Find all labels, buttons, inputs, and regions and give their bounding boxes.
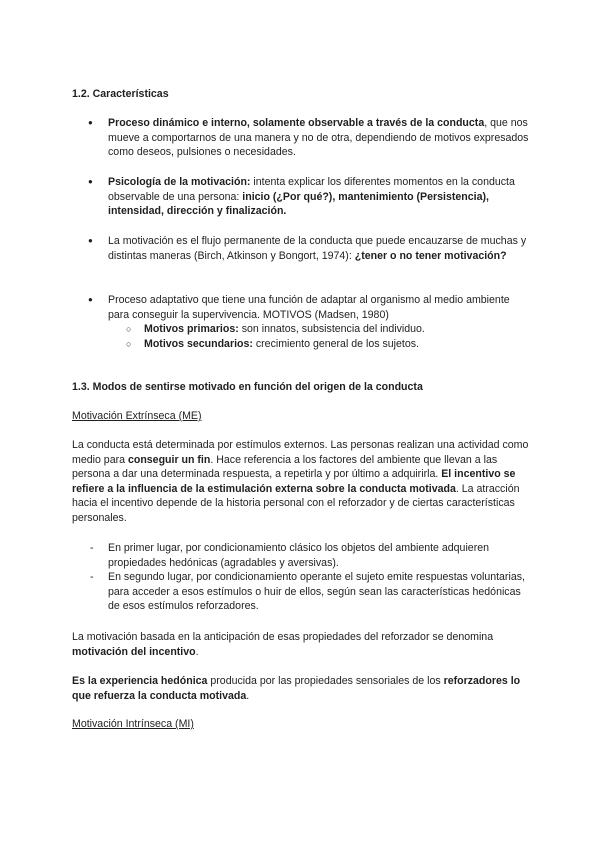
text-span: crecimiento general de los sujetos. bbox=[252, 338, 419, 350]
text-span: , que nos mueve a comportarnos de una manera y no de otra, dependiendo de motivos expresados como deseos, pulsiones o necesidades. bbox=[108, 117, 529, 159]
bold-span: ¿tener o no tener motivación? bbox=[354, 249, 507, 262]
bold-span: reforzadores lo que refuerza la conducta motivada bbox=[72, 675, 521, 702]
bold-span: Psicología de la motivación: bbox=[108, 176, 251, 188]
text-span: son innatos, subsistencia del individuo. bbox=[238, 323, 425, 335]
paragraph-me bbox=[72, 438, 530, 526]
bullet-psicologia bbox=[108, 175, 530, 219]
text-span: La conducta está determinada por estímulos externos. Las personas realizan una actividad como medio para bbox=[72, 439, 529, 466]
bold-span: Motivos secundarios: bbox=[144, 338, 253, 350]
text-span: La motivación basada en la anticipación de esas propiedades del reforzador se denomina bbox=[72, 631, 494, 643]
bullet-flujo bbox=[108, 234, 530, 263]
section-heading-1-2: 1.2. Características bbox=[72, 88, 169, 100]
paragraph-hedonica bbox=[72, 674, 530, 703]
sub-bullet-primarios bbox=[144, 322, 530, 337]
text-span: intenta explicar los diferentes momentos en la conducta observable de una persona: bbox=[108, 176, 515, 203]
text-span: . bbox=[195, 645, 199, 658]
bullet-adaptativo bbox=[108, 293, 530, 322]
text-span: . La atracción hacia el incentivo depende de la historia personal con el reforzador y de ciertas características personales. bbox=[72, 482, 520, 524]
text-span: . bbox=[246, 689, 250, 702]
text-span: . Hace referencia a los factores del ambiente que llevan a las persona a dar una determinada respuesta, a repetirla y por último a adquirirla. bbox=[72, 453, 498, 481]
bold-span: Es la experiencia hedónica bbox=[72, 675, 208, 687]
bold-span: conseguir un fin bbox=[127, 453, 211, 466]
subheading-me: Motivación Extrínseca (ME) bbox=[72, 410, 202, 422]
bullet-proceso-dinamico bbox=[108, 116, 530, 160]
dash-item-operante: - En segundo lugar, por condicionamiento operante el sujeto emite respuestas voluntarias, para acceder a esos estímulos o huir de ellos, según sean las características hedónicas de esos estímulos reforzadores. bbox=[108, 570, 530, 614]
bold-span: inicio (¿Por qué?), mantenimiento (Persistencia), intensidad, dirección y finalización. bbox=[108, 190, 489, 218]
sub-bullet-secundarios bbox=[144, 337, 530, 352]
text-span: La motivación es el flujo permanente de la conducta que puede encauzarse de muchas y distintas maneras (Birch, Atkinson y Bongort, 1974): bbox=[108, 235, 527, 262]
text-span: Proceso adaptativo que tiene una función de adaptar al organismo al medio ambiente para conseguir la supervivencia. MOTIVOS (Madsen, 1980) bbox=[108, 294, 510, 321]
subheading-mi: Motivación Intrínseca (MI) bbox=[72, 718, 194, 730]
bold-span: Motivos primarios: bbox=[144, 323, 239, 335]
bold-span: motivación del incentivo bbox=[72, 645, 196, 658]
text-span: producida por las propiedades sensoriales de los bbox=[207, 675, 444, 687]
dash-item-clasico: - En primer lugar, por condicionamiento clásico los objetos del ambiente adquieren propiedades hedónicas (agradables y aversivas). bbox=[108, 541, 530, 570]
paragraph-incentivo bbox=[72, 630, 530, 659]
bold-span: Proceso dinámico e interno, solamente observable a través de la conducta bbox=[108, 117, 485, 129]
section-heading-1-3: 1.3. Modos de sentirse motivado en función del origen de la conducta bbox=[72, 381, 423, 393]
bold-span: El incentivo se refiere a la influencia de la estimulación externa sobre la conducta motivada bbox=[72, 468, 516, 495]
